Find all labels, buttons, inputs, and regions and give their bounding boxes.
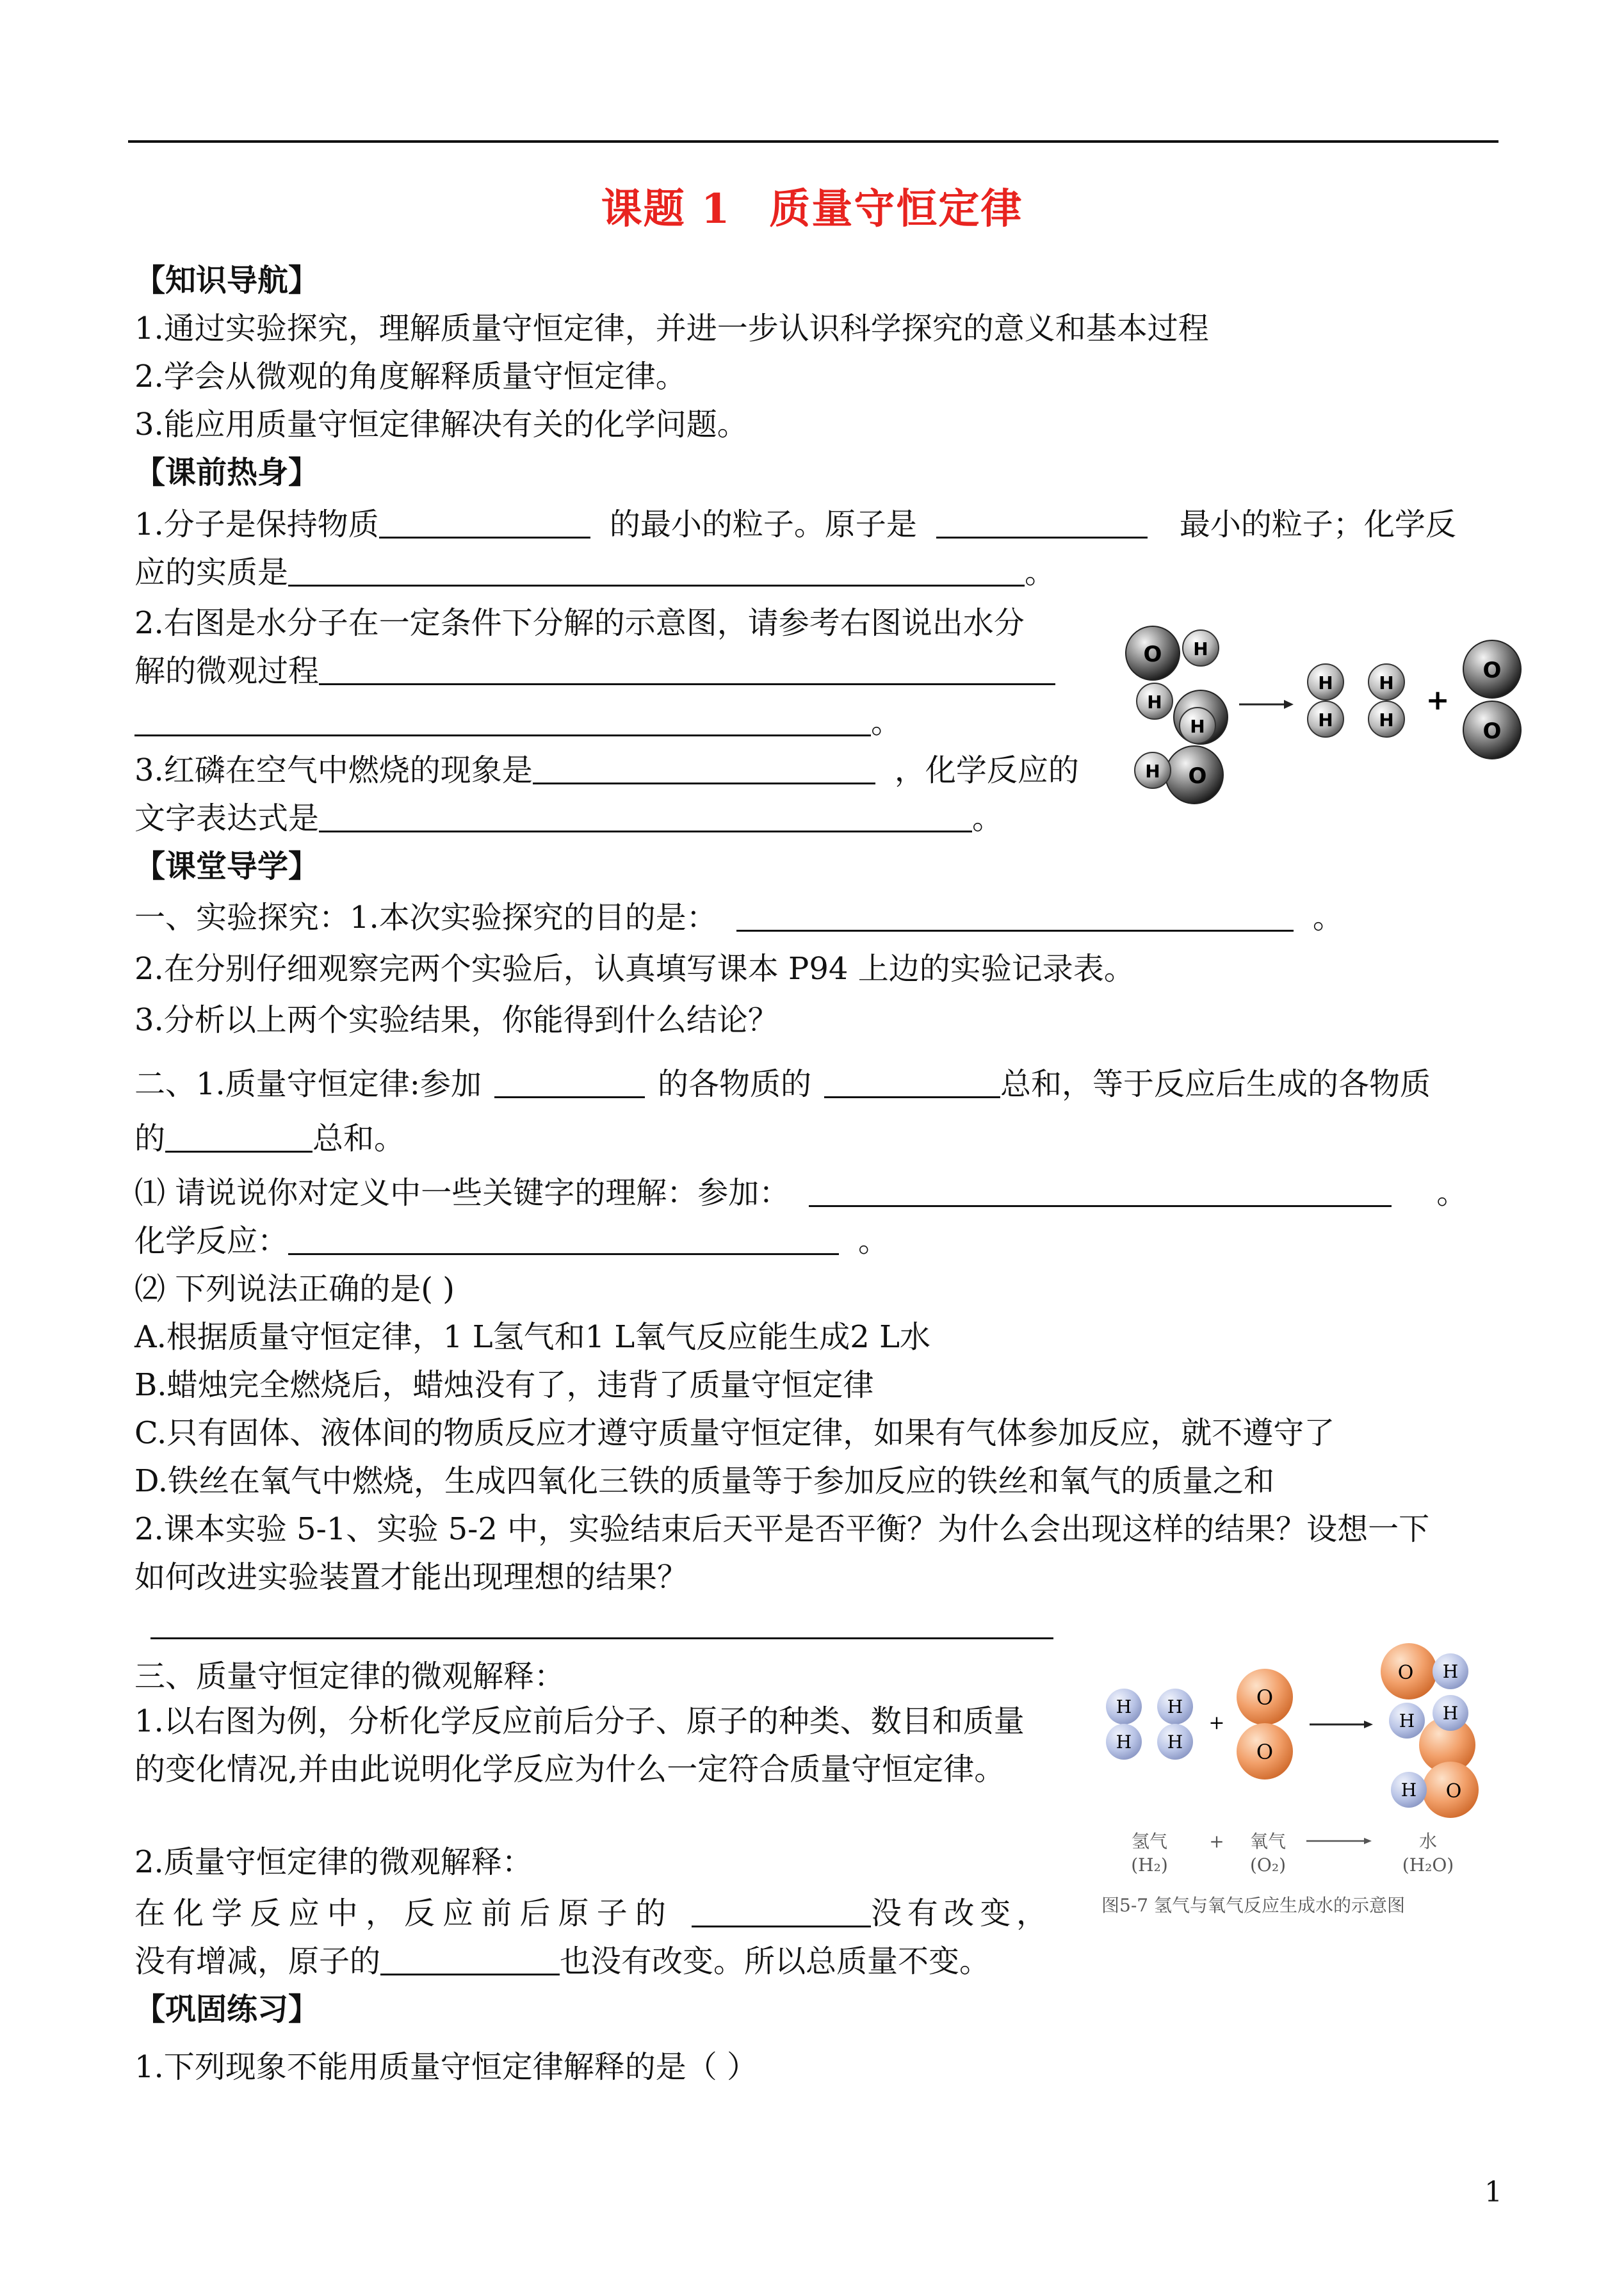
blank[interactable] <box>288 555 1025 587</box>
svg-text:H: H <box>1167 1731 1183 1753</box>
svg-text:O: O <box>1256 1740 1274 1764</box>
page-title <box>0 176 1624 235</box>
option-a: A.根据质量守恒定律，1 L氢气和1 L氧气反应能生成2 L水 <box>134 1319 930 1355</box>
warmup-q3-line1: 3.红磷在空气中燃烧的现象是 ，化学反应的 <box>134 752 1079 788</box>
water-decomposition-figure <box>1114 612 1524 810</box>
svg-text:H: H <box>1116 1696 1132 1717</box>
svg-text:H: H <box>1167 1696 1183 1717</box>
water-molecules <box>1381 1643 1479 1818</box>
exp-q3: 3.分析以上两个实验结果，你能得到什么结论？ <box>134 1002 779 1038</box>
water-molecule-3 <box>1135 746 1223 804</box>
reaction-arrow <box>1239 700 1294 709</box>
svg-text:+: + <box>1209 1831 1224 1852</box>
svg-text:(H₂O): (H₂O) <box>1402 1854 1454 1876</box>
svg-text:H: H <box>1379 710 1394 731</box>
blank[interactable] <box>494 1067 645 1098</box>
svg-text:O: O <box>1397 1662 1414 1684</box>
svg-text:O: O <box>1482 718 1502 744</box>
svg-text:H: H <box>1193 638 1208 660</box>
plus-sign: + <box>1208 1712 1225 1734</box>
keyword-q1-b: 化学反应： 。 <box>134 1223 889 1259</box>
plus-sign: + <box>1425 684 1450 717</box>
nav-item-3: 3.能应用质量守恒定律解决有关的化学问题。 <box>134 407 748 442</box>
exp-q1: 一、实验探究：1.本次实验探究的目的是： 。 <box>134 900 1344 936</box>
svg-text:氧气: 氧气 <box>1249 1831 1287 1852</box>
oxygen-molecule <box>1463 640 1521 759</box>
blank[interactable] <box>736 900 1294 932</box>
warmup-q1-line2: 应的实质是 。 <box>134 555 1056 590</box>
svg-text:(H₂): (H₂) <box>1131 1854 1168 1876</box>
keyword-q2: ⑵ 下列说法正确的是( ) <box>134 1271 455 1307</box>
svg-text:O: O <box>1445 1780 1462 1803</box>
svg-text:O: O <box>1188 763 1207 789</box>
oxygen-molecule <box>1237 1669 1293 1780</box>
warmup-q1-line1: 1.分子是保持物质 的最小的粒子。原子是 最小的粒子；化学反 <box>134 507 1456 542</box>
svg-text:O: O <box>1482 658 1502 683</box>
reaction-labels <box>1131 1831 1454 1876</box>
svg-text:H: H <box>1442 1703 1459 1724</box>
svg-text:氢气: 氢气 <box>1131 1831 1168 1852</box>
reaction-arrow <box>1310 1721 1373 1728</box>
svg-text:H: H <box>1318 710 1333 731</box>
exp-q2: 2.在分别仔细观察完两个实验后，认真填写课本 P94 上边的实验记录表。 <box>134 951 1135 987</box>
warmup-q2-line1: 2.右图是水分子在一定条件下分解的示意图，请参考右图说出水分 <box>134 605 1025 641</box>
warmup-q2-line2: 解的微观过程 <box>134 652 1055 690</box>
blank[interactable] <box>319 654 1055 685</box>
blank[interactable] <box>319 801 972 832</box>
blank[interactable] <box>809 1176 1392 1207</box>
blank[interactable] <box>288 1224 839 1255</box>
blank[interactable] <box>824 1067 1000 1098</box>
keyword-q1: ⑴ 请说说你对定义中一些关键字的理解：参加： 。 <box>134 1175 1468 1211</box>
title-name: 质量守恒定律 <box>769 185 1023 233</box>
svg-text:H: H <box>1401 1780 1417 1801</box>
blank[interactable] <box>692 1896 871 1927</box>
micro-q1-line1: 1.以右图为例，分析化学反应前后分子、原子的种类、数目和质量 <box>134 1703 1025 1739</box>
experiment-question-line2: 如何改进实验装置才能出现理想的结果？ <box>134 1559 688 1595</box>
nav-item-2: 2.学会从微观的角度解释质量守恒定律。 <box>134 359 686 394</box>
svg-text:H: H <box>1318 672 1333 693</box>
header-rule <box>128 140 1498 143</box>
blank[interactable] <box>150 1608 1053 1639</box>
option-b: B.蜡烛完全燃烧后，蜡烛没有了，违背了质量守恒定律 <box>134 1367 874 1403</box>
practice-q1: 1.下列现象不能用质量守恒定律解释的是（ ） <box>134 2049 758 2085</box>
svg-text:(O₂): (O₂) <box>1249 1854 1287 1876</box>
micro-q2-line1: 在 化 学 反 应 中 ， 反 应 前 后 原 子 的 没 有 改 变 ， <box>134 1895 1047 1931</box>
svg-text:O: O <box>1256 1685 1274 1710</box>
water-molecule-1 <box>1126 626 1219 680</box>
option-d: D.铁丝在氧气中燃烧，生成四氧化三铁的质量等于参加反应的铁丝和氧气的质量之和 <box>134 1463 1275 1499</box>
section-class: 【课堂导学】 <box>134 848 320 884</box>
section-warmup: 【课前热身】 <box>134 455 320 491</box>
option-c: C.只有固体、液体间的物质反应才遵守质量守恒定律，如果有气体参加反应，就不遵守了 <box>134 1415 1335 1451</box>
svg-text:H: H <box>1147 692 1162 713</box>
warmup-q3-line2: 文字表达式是 。 <box>134 800 1003 836</box>
blank[interactable] <box>165 1121 313 1153</box>
figure-caption: 图5-7 氢气与氧气反应生成水的示意图 <box>1101 1895 1405 1916</box>
svg-text:H: H <box>1116 1731 1132 1753</box>
blank[interactable] <box>380 1944 560 1975</box>
title-topic: 课题 1 <box>601 185 731 233</box>
definition-line1: 二、1.质量守恒定律:参加 的各物质的 总和，等于反应后生成的各物质 <box>134 1066 1431 1102</box>
section-nav: 【知识导航】 <box>134 263 320 298</box>
section-practice: 【巩固练习】 <box>134 1991 320 2027</box>
blank[interactable] <box>134 705 871 736</box>
hydrogen-oxygen-reaction-figure <box>1095 1633 1498 1927</box>
blank[interactable] <box>533 753 875 784</box>
svg-text:H: H <box>1442 1661 1459 1682</box>
definition-line2: 的 总和。 <box>134 1121 405 1156</box>
svg-text:H: H <box>1399 1710 1415 1731</box>
experiment-question-line1: 2.课本实验 5-1、实验 5-2 中，实验结束后天平是否平衡？为什么会出现这样的结果？设想一下 <box>134 1511 1430 1547</box>
water-molecule-2 <box>1137 683 1228 744</box>
svg-text:O: O <box>1143 642 1162 667</box>
page-number: 1 <box>1484 2176 1502 2209</box>
hydrogen-molecules <box>1106 1689 1193 1760</box>
warmup-q2-line3: 。 <box>134 703 902 742</box>
svg-text:H: H <box>1145 761 1160 782</box>
micro-q1-line2: 的变化情况,并由此说明化学反应为什么一定符合质量守恒定律。 <box>134 1751 1005 1787</box>
nav-item-1: 1.通过实验探究，理解质量守恒定律，并进一步认识科学探究的意义和基本过程 <box>134 311 1209 346</box>
label-arrow <box>1306 1838 1372 1844</box>
blank[interactable] <box>936 507 1148 539</box>
blank[interactable] <box>379 507 590 539</box>
answer-line <box>150 1606 1053 1644</box>
svg-text:水: 水 <box>1418 1831 1438 1852</box>
micro-title: 三、质量守恒定律的微观解释： <box>134 1658 565 1694</box>
micro-q2-title: 2.质量守恒定律的微观解释： <box>134 1844 533 1880</box>
micro-q2-line2: 没有增减，原子的 也没有改变。所以总质量不变。 <box>134 1943 991 1979</box>
hydrogen-molecules <box>1308 664 1404 737</box>
svg-text:H: H <box>1190 716 1205 737</box>
svg-text:H: H <box>1379 672 1394 693</box>
